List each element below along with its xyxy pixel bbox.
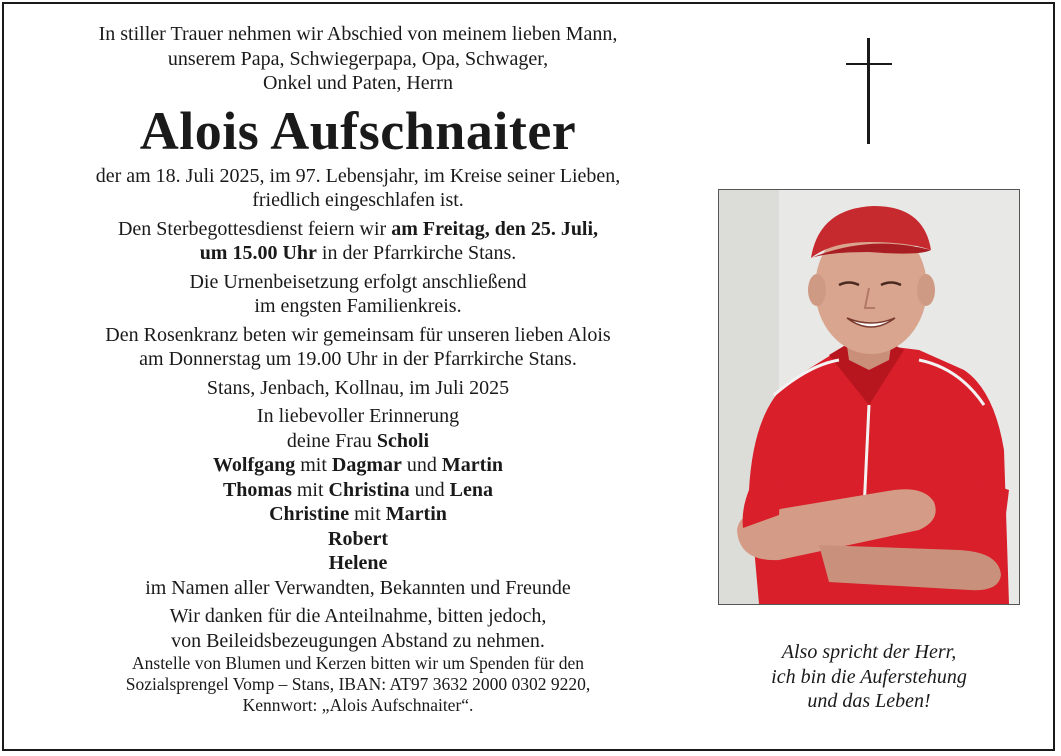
donation-line-2: Sozialsprengel Vomp – Stans, IBAN: AT97 3632 2000 0302 9220,: [125, 674, 591, 694]
portrait-illustration: [719, 190, 1019, 604]
on-behalf-line: im Namen aller Verwandten, Bekannten und Freunde: [145, 576, 571, 599]
family-connector: mit: [295, 454, 332, 476]
family-wife-name: Scholi: [376, 429, 430, 452]
intro-line-3: Onkel und Paten, Herrn: [263, 72, 453, 94]
quote-line-3: und das Leben!: [807, 690, 931, 712]
left-ear: [808, 274, 826, 306]
cross-icon: [846, 38, 892, 144]
family-name: Martin: [441, 454, 503, 476]
funeral-date: am Freitag, den 25. Juli,: [391, 217, 599, 240]
cross-vertical-bar: [867, 38, 870, 144]
notice-text-column: [28, 22, 688, 716]
funeral-text-1: Den Sterbegottesdienst feiern wir: [117, 217, 392, 240]
family-wife: [28, 429, 688, 454]
family-name: Christina: [328, 478, 410, 501]
family-connector: mit: [291, 478, 329, 501]
family-connector: und: [401, 454, 442, 476]
funeral-line-2: [28, 241, 688, 266]
family-name: Dagmar: [331, 454, 402, 476]
right-ear: [917, 274, 935, 306]
family-row-5: [28, 551, 688, 576]
cross-horizontal-bar: [846, 63, 892, 65]
family-name: Helene: [328, 552, 388, 574]
donation-line-3: Kennwort: „Alois Aufschnaiter“.: [242, 695, 474, 715]
rosary-line-1: Den Rosenkranz beten wir gemeinsam für unseren lieben Alois: [105, 323, 611, 346]
family-row-1: [28, 453, 688, 478]
funeral-line-1: [28, 217, 688, 242]
family-connector: mit: [349, 503, 386, 525]
death-notice-line-2: friedlich eingeschlafen ist.: [252, 189, 464, 211]
rosary-line-2: am Donnerstag um 19.00 Uhr in der Pfarrkirche Stans.: [139, 348, 577, 370]
intro-line-2: unserem Papa, Schwiegerpapa, Opa, Schwager,: [167, 47, 549, 70]
urn-line-2: im engsten Familienkreis.: [254, 295, 462, 317]
family-row-3: [28, 502, 688, 527]
urn-line-1: Die Urnenbeisetzung erfolgt anschließend: [189, 270, 527, 293]
memory-line: In liebevoller Erinnerung: [256, 405, 460, 427]
death-notice-line-1: der am 18. Juli 2025, im 97. Lebensjahr, im Kreise seiner Lieben,: [95, 164, 621, 187]
family-name: Martin: [385, 503, 447, 525]
family-name: Robert: [328, 527, 388, 550]
family-row-4: [28, 527, 688, 552]
donation-line-1: Anstelle von Blumen und Kerzen bitten wir um Spenden für den: [132, 653, 584, 673]
funeral-time: um 15.00 Uhr: [199, 242, 317, 264]
place-date: Stans, Jenbach, Kollnau, im Juli 2025: [206, 376, 510, 399]
family-name: Lena: [449, 478, 494, 501]
thanks-line-2: von Beileidsbezeugungen Abstand zu nehmen.: [171, 629, 545, 652]
family-row-2: [28, 478, 688, 503]
funeral-text-2: in der Pfarrkirche Stans.: [316, 242, 517, 264]
family-name: Wolfgang: [213, 454, 296, 476]
family-wife-prefix: deine Frau: [286, 429, 377, 452]
thanks-line-1: Wir danken für die Anteilnahme, bitten jedoch,: [169, 605, 547, 627]
intro-line-1: In stiller Trauer nehmen wir Abschied von meinem lieben Mann,: [98, 23, 618, 45]
deceased-name: Alois Aufschnaiter: [139, 100, 577, 161]
quote-line-2: ich bin die Auferstehung: [771, 665, 967, 688]
family-name: Christine: [269, 503, 350, 525]
bible-quote: [718, 640, 1020, 714]
family-name: Thomas: [222, 478, 292, 501]
family-connector: und: [409, 478, 450, 501]
portrait-photo: [718, 189, 1020, 605]
quote-line-1: Also spricht der Herr,: [781, 641, 957, 663]
